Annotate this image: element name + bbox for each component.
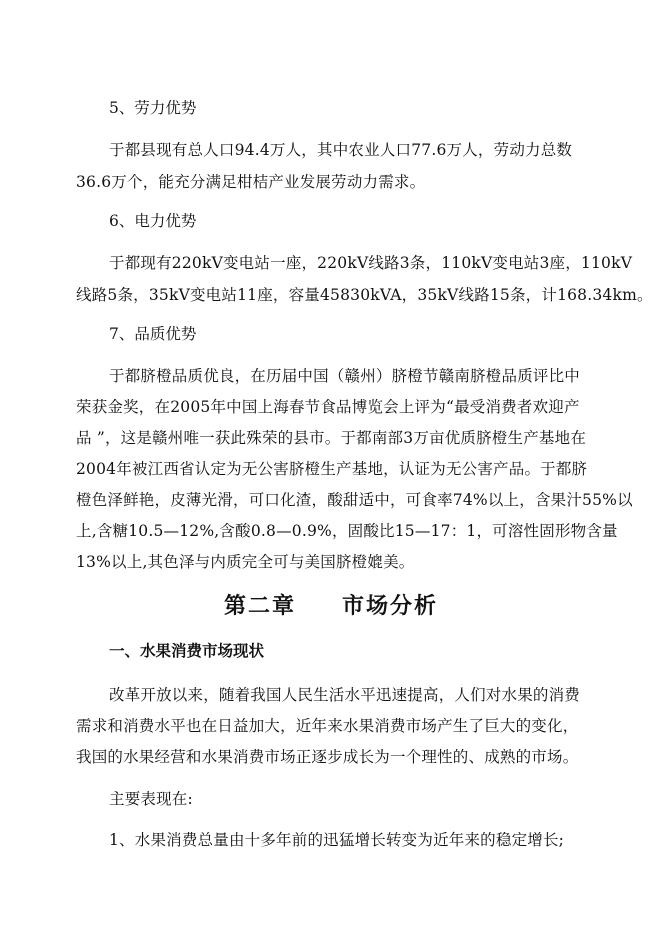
paragraph-line: 36.6万个，能充分满足柑桔产业发展劳动力需求。	[76, 173, 426, 191]
paragraph-line: 荣获金奖，在2005年中国上海春节食品博览会上评为“最受消费者欢迎产	[76, 398, 580, 416]
chapter-title	[0, 591, 662, 621]
main-points-intro: 主要表现在:	[109, 790, 193, 808]
heading-labor-advantage: 5、劳力优势	[109, 99, 197, 117]
heading-quality-advantage: 7、品质优势	[109, 325, 197, 343]
paragraph-line: 上,含糖10.5—12%,含酸0.8—0.9%，固酸比15—17：1，可溶性固形物含量	[76, 522, 618, 540]
chapter-name: 市场分析	[342, 593, 439, 619]
paragraph-line: 线路5条，35kV变电站11座，容量45830kVA，35kV线路15条，计168.34km。	[76, 286, 653, 304]
paragraph-line: 2004年被江西省认定为无公害脐橙生产基地，认证为无公害产品。于都脐	[76, 460, 588, 478]
paragraph-line: 于都县现有总人口94.4万人，其中农业人口77.6万人，劳动力总数	[109, 141, 573, 159]
paragraph-line: 13%以上,其色泽与内质完全可与美国脐橙媲美。	[76, 553, 415, 571]
paragraph-line: 于都现有220kV变电站一座，220kV线路3条，110kV变电站3座，110kV	[109, 254, 633, 272]
list-item: 1、水果消费总量由十多年前的迅猛增长转变为近年来的稳定增长;	[109, 831, 565, 849]
paragraph-line: 需求和消费水平也在日益加大，近年来水果消费市场产生了巨大的变化，	[76, 717, 579, 735]
chapter-number: 第二章	[223, 593, 296, 619]
heading-power-advantage: 6、电力优势	[109, 212, 197, 230]
section-title: 一、水果消费市场现状	[109, 642, 265, 660]
paragraph-line: 我国的水果经营和水果消费市场正逐步成长为一个理性的、成熟的市场。	[76, 748, 579, 766]
paragraph-line: 品 ”，这是赣州唯一获此殊荣的县市。于都南部3万亩优质脐橙生产基地在	[76, 429, 587, 447]
paragraph-line: 于都脐橙品质优良，在历届中国（赣州）脐橙节赣南脐橙品质评比中	[109, 367, 581, 385]
paragraph-line: 橙色泽鲜艳，皮薄光滑，可口化渣，酸甜适中，可食率74%以上，含果汁55%以	[76, 491, 633, 509]
paragraph-line: 改革开放以来，随着我国人民生活水平迅速提高，人们对水果的消费	[109, 686, 581, 704]
